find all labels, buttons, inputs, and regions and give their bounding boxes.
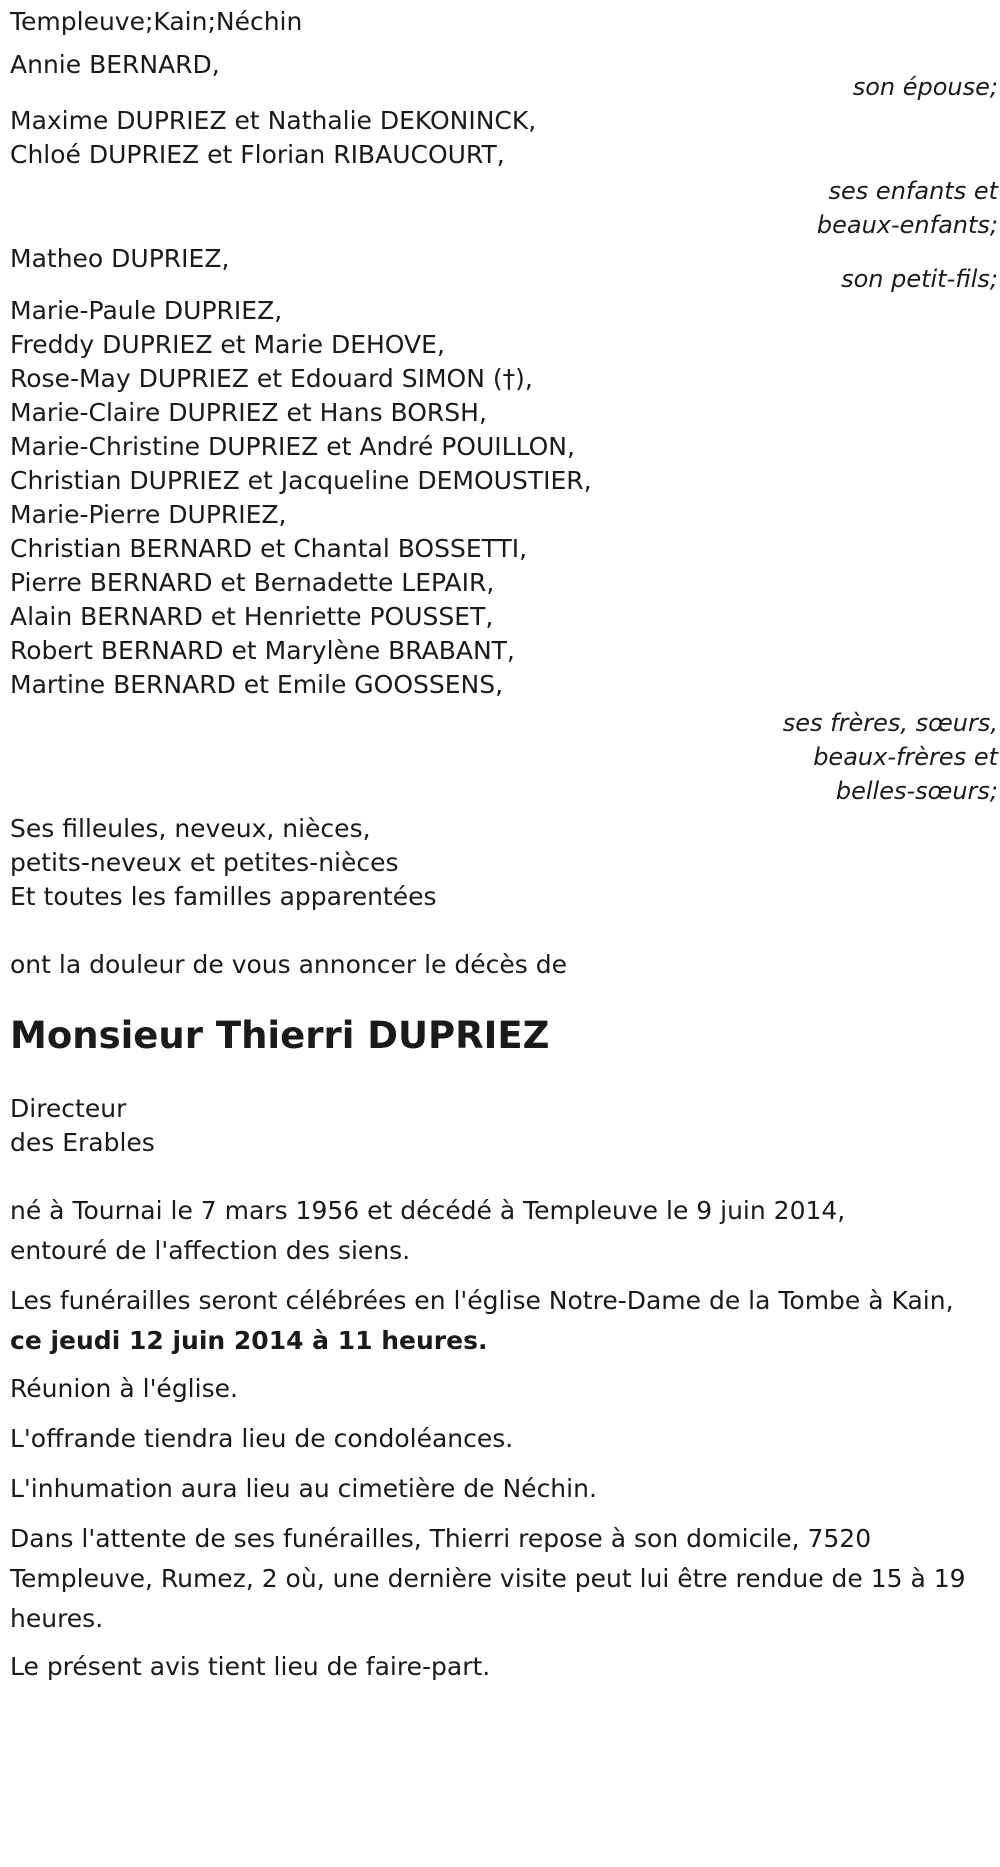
sibling-name: Marie-Christine DUPRIEZ et André POUILLON, bbox=[10, 432, 575, 461]
offering-text: L'offrande tiendra lieu de condoléances. bbox=[10, 1424, 514, 1453]
sibling-name: Marie-Paule DUPRIEZ, bbox=[10, 296, 283, 325]
siblings-relation: beaux-frères et bbox=[813, 743, 998, 771]
sibling-name: Pierre BERNARD et Bernadette LEPAIR, bbox=[10, 568, 495, 597]
extended-family-line: petits-neveux et petites-nièces bbox=[10, 848, 399, 877]
sibling-name: Alain BERNARD et Henriette POUSSET, bbox=[10, 602, 494, 631]
deceased-name: Monsieur Thierri DUPRIEZ bbox=[10, 1014, 550, 1057]
sibling-name: Christian DUPRIEZ et Jacqueline DEMOUSTIER, bbox=[10, 466, 592, 495]
location-header: Templeuve;Kain;Néchin bbox=[10, 7, 303, 36]
notice-text: Le présent avis tient lieu de faire-part. bbox=[10, 1652, 491, 1681]
child-name: Maxime DUPRIEZ et Nathalie DEKONINCK, bbox=[10, 106, 537, 135]
announcement-text: ont la douleur de vous annoncer le décès de bbox=[10, 950, 567, 979]
sibling-name: Christian BERNARD et Chantal BOSSETTI, bbox=[10, 534, 528, 563]
sibling-name: Robert BERNARD et Marylène BRABANT, bbox=[10, 636, 515, 665]
sibling-name: Martine BERNARD et Emile GOOSSENS, bbox=[10, 670, 504, 699]
visitation-text: Dans l'attente de ses funérailles, Thierri repose à son domicile, 7520 Templeuve, Rumez, 2 où, une dernière visite peut lui être rendue de 15 à 19 heures. bbox=[10, 1524, 966, 1633]
extended-family-line: Et toutes les familles apparentées bbox=[10, 882, 437, 911]
occupation-line: Directeur bbox=[10, 1094, 127, 1123]
burial-text: L'inhumation aura lieu au cimetière de Néchin. bbox=[10, 1474, 597, 1503]
funeral-intro: Les funérailles seront célébrées en l'église Notre-Dame de la Tombe à Kain, bbox=[10, 1286, 954, 1315]
child-name: Chloé DUPRIEZ et Florian RIBAUCOURT, bbox=[10, 140, 505, 169]
extended-family-line: Ses filleules, neveux, nièces, bbox=[10, 814, 371, 843]
occupation-line: des Erables bbox=[10, 1128, 155, 1157]
spouse-relation: son épouse; bbox=[852, 73, 998, 101]
sibling-name: Marie-Claire DUPRIEZ et Hans BORSH, bbox=[10, 398, 487, 427]
funeral-date: ce jeudi 12 juin 2014 à 11 heures. bbox=[10, 1326, 488, 1355]
spouse-name: Annie BERNARD, bbox=[10, 50, 220, 79]
siblings-relation: belles-sœurs; bbox=[835, 777, 998, 805]
siblings-relation: ses frères, sœurs, bbox=[782, 709, 998, 737]
birth-death-text: né à Tournai le 7 mars 1956 et décédé à Templeuve le 9 juin 2014, entouré de l'affection des siens. bbox=[10, 1196, 846, 1265]
sibling-name: Rose-May DUPRIEZ et Edouard SIMON (†), bbox=[10, 364, 533, 393]
children-relation: beaux-enfants; bbox=[816, 211, 998, 239]
sibling-name: Freddy DUPRIEZ et Marie DEHOVE, bbox=[10, 330, 445, 359]
meeting-text: Réunion à l'église. bbox=[10, 1374, 238, 1403]
children-relation: ses enfants et bbox=[828, 177, 998, 205]
funeral-text bbox=[10, 1281, 990, 1361]
grandchild-name: Matheo DUPRIEZ, bbox=[10, 244, 230, 273]
grandchild-relation: son petit-fils; bbox=[841, 265, 998, 293]
obituary-document bbox=[10, 0, 998, 1687]
sibling-name: Marie-Pierre DUPRIEZ, bbox=[10, 500, 287, 529]
